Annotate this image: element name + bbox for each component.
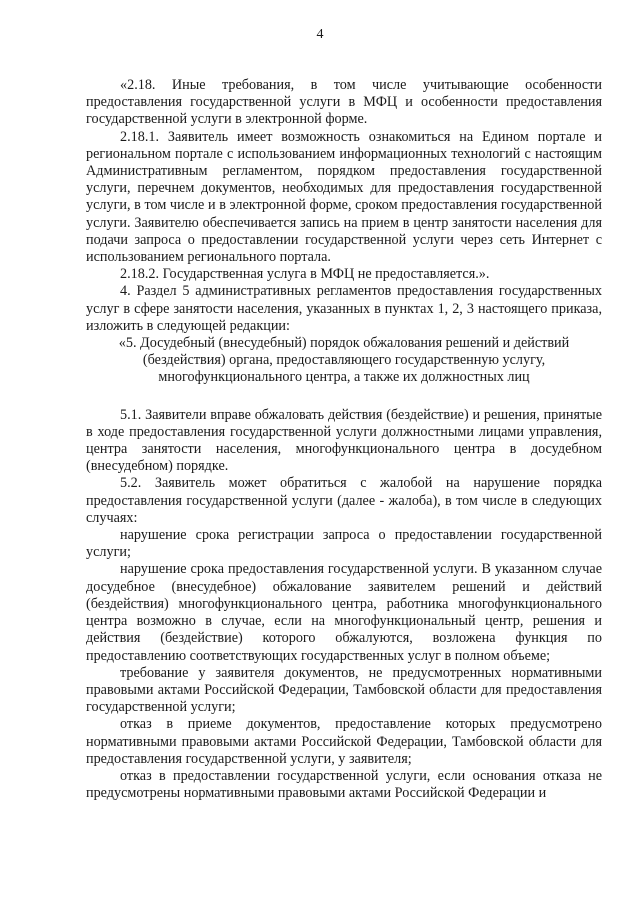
list-item-registration-deadline: нарушение срока регистрации запроса о предоставлении государственной услуги; bbox=[86, 527, 602, 561]
list-item-refusal-service: отказ в предоставлении государственной услуги, если основания отказа не предусмотрены нормативными правовыми актами Российской Федерации и bbox=[86, 767, 602, 802]
paragraph-5-1: 5.1. Заявители вправе обжаловать действия (бездействие) и решения, принятые в ходе предоставления государственной услуги должностными лицами управления, центра занятости населения, многофункционального центра в досудебном (внесудебном) порядке. bbox=[86, 406, 602, 475]
list-item-refusal-documents: отказ в приеме документов, предоставление которых предусмотрено нормативными правовыми актами Российской Федерации, Тамбовской области для предоставления государственной услуги, у заявителя; bbox=[86, 716, 602, 767]
section-heading-line-2: (бездействия) органа, предоставляющего государственную услугу, bbox=[142, 352, 546, 369]
list-item-extra-documents: требование у заявителя документов, не предусмотренных нормативными правовыми актами Российской Федерации, Тамбовской области для предоставления государственной услуги; bbox=[86, 664, 602, 716]
section-heading-line-3: многофункционального центра, а также их должностных лиц bbox=[158, 369, 530, 386]
document-body bbox=[86, 77, 602, 802]
paragraph-2-18: «2.18. Иные требования, в том числе учитывающие особенности предоставления государственной услуги в МФЦ и особенности предоставления государственной услуги в электронной форме. bbox=[86, 77, 602, 128]
section-heading-line-1: «5. Досудебный (внесудебный) порядок обжалования решений и действий bbox=[118, 335, 570, 352]
spacer bbox=[86, 387, 602, 404]
section-5-heading bbox=[86, 335, 602, 387]
paragraph-4: 4. Раздел 5 административных регламентов предоставления государственных услуг в сфере занятости населения, указанных в пунктах 1, 2, 3 настоящего приказа, изложить в следующей редакции: bbox=[86, 283, 602, 334]
paragraph-2-18-1: 2.18.1. Заявитель имеет возможность ознакомиться на Едином портале и региональном портале с использованием информационных технологий с настоящим Административным регламентом, порядком предоставления государственной услуги, перечнем документов, необходимых для предоставления государственной услуги, в том числе и в электронной форме, сроком предоставления государственной услуги. Заявителю обеспечивается запись на прием в центр занятости населения для подачи запроса о предоставлении государственной услуги через сеть Интернет с использованием регионального портала. bbox=[86, 128, 602, 266]
list-item-service-deadline: нарушение срока предоставления государственной услуги. В указанном случае досудебное (внесудебное) обжалование заявителем решений и действий (бездействия) многофункционального центра, работника многофункционального центра возможно в случае, если на многофункциональный центр, решения и действия (бездействие) которого обжалуются, возложена функция по предоставлению соответствующих государственных услуг в полном объеме; bbox=[86, 561, 602, 664]
page-number: 4 bbox=[316, 27, 324, 42]
paragraph-5-2: 5.2. Заявитель может обратиться с жалобой на нарушение порядка предоставления государственной услуги (далее - жалоба), в том числе в следующих случаях: bbox=[86, 475, 602, 526]
paragraph-2-18-2: 2.18.2. Государственная услуга в МФЦ не предоставляется.». bbox=[120, 266, 490, 283]
